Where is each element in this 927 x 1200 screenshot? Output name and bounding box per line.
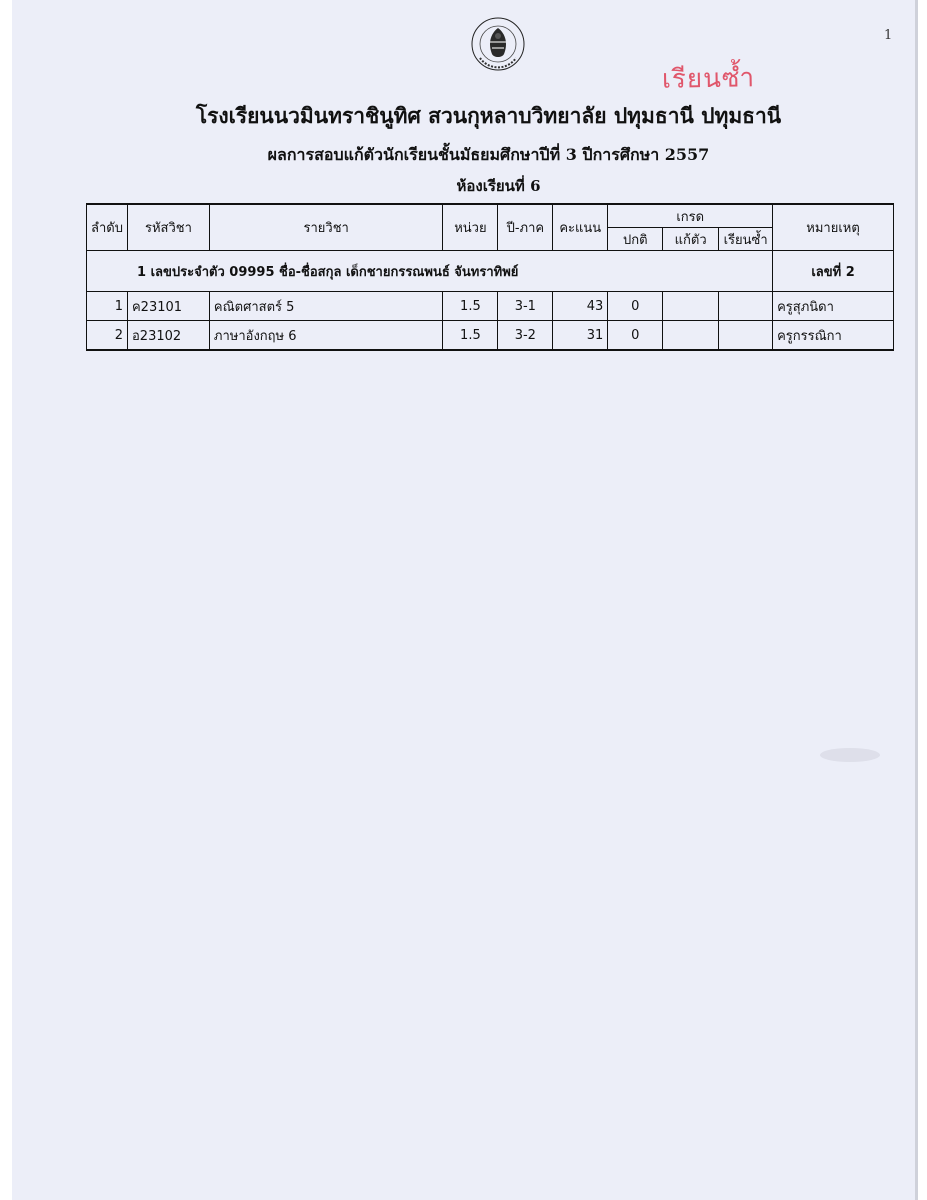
cell-order: 1 [87,292,128,321]
room-label: ห้องเรียนที่ [456,177,525,195]
cell-remark: ครูกรรณิกา [773,321,894,351]
cell-code: ค23101 [127,292,209,321]
cell-grade-repeat [719,292,773,321]
cell-grade-remedial [663,321,719,351]
header-remark: หมายเหตุ [773,204,894,251]
page-number: 1 [884,28,893,43]
cell-remark: ครูสุภนิดา [773,292,894,321]
student-info: 1 เลขประจำตัว 09995 ชื่อ-ชื่อสกุล เด็กชายกรรณพนธ์ จันทราทิพย์ [87,251,773,292]
header-subject: รายวิชา [209,204,443,251]
cell-term: 3-1 [498,292,553,321]
grades-table [86,203,894,351]
header-credit: หน่วย [443,204,498,251]
cell-subject: คณิตศาสตร์ 5 [209,292,443,321]
cell-term: 3-2 [498,321,553,351]
student-seat: เลขที่ 2 [773,251,894,292]
header-order: ลำดับ [87,204,128,251]
header-grade-remedial: แก้ตัว [663,228,719,251]
cell-credit: 1.5 [443,292,498,321]
header-code: รหัสวิชา [127,204,209,251]
paper-scuff-mark [820,748,880,762]
cell-credit: 1.5 [443,321,498,351]
cell-score: 31 [553,321,608,351]
cell-subject: ภาษาอังกฤษ 6 [209,321,443,351]
table-row [87,321,894,351]
cell-grade-normal: 0 [608,292,663,321]
header-grade-normal: ปกติ [608,228,663,251]
cell-order: 2 [87,321,128,351]
cell-score: 43 [553,292,608,321]
cell-code: อ23102 [127,321,209,351]
cell-grade-remedial [663,292,719,321]
school-title: โรงเรียนนวมินทราชินูทิศ สวนกุหลาบวิทยาลัย ปทุมธานี ปทุมธานี [195,103,782,128]
student-row [87,251,894,292]
room-title [0,174,927,198]
header-score: คะแนน [553,204,608,251]
table-row [87,292,894,321]
cell-grade-normal: 0 [608,321,663,351]
school-seal-icon [468,14,528,74]
room-number: 6 [530,177,541,195]
header-term: ปี-ภาค [498,204,553,251]
exam-title: ผลการสอบแก้ตัวนักเรียนชั้นมัธยมศึกษาปีที่ 3 ปีการศึกษา 2557 [267,145,710,164]
repeat-stamp: เรียนซ้ำ [661,63,756,95]
header-grade: เกรด [608,204,773,228]
cell-grade-repeat [719,321,773,351]
header-grade-repeat: เรียนซ้ำ [719,228,773,251]
